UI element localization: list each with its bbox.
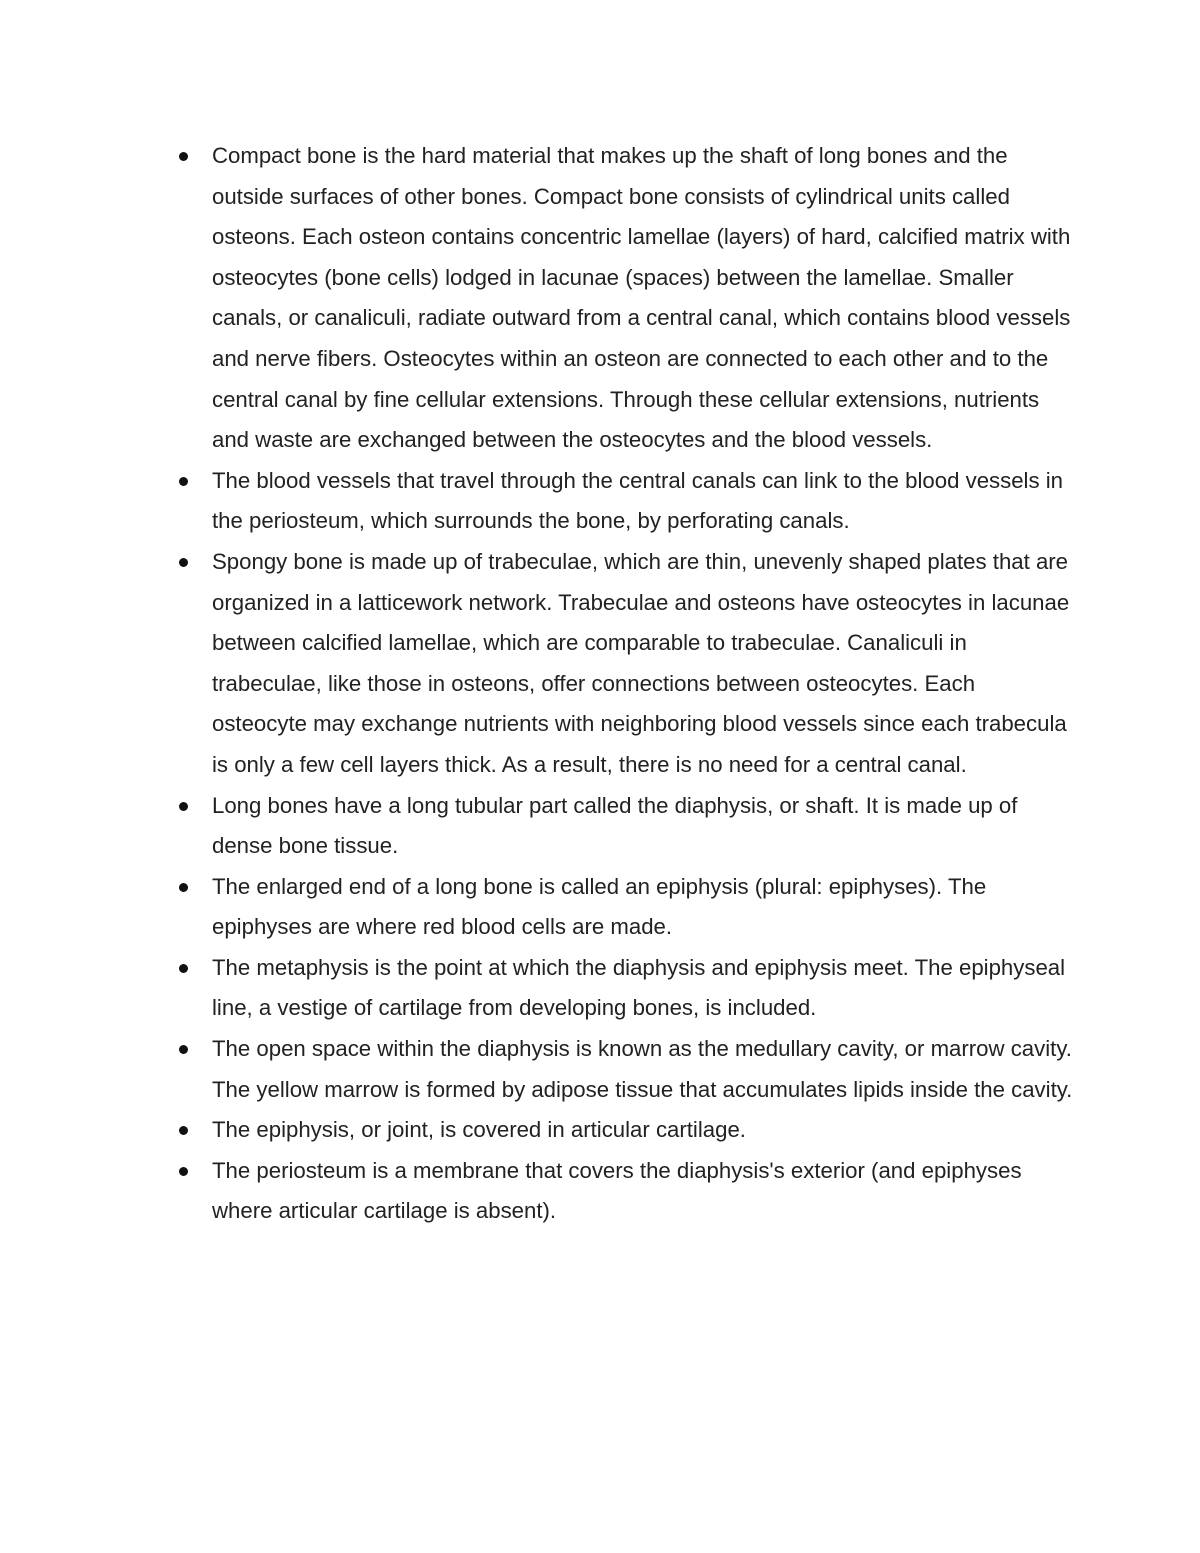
list-item-text: The periosteum is a membrane that covers the diaphysis's exterior (and epiphyses where articular cartilage is absent). — [212, 1157, 1022, 1224]
bullet-icon — [179, 964, 188, 973]
bullet-icon — [179, 558, 188, 567]
list-item-text: The metaphysis is the point at which the diaphysis and epiphysis meet. The epiphyseal line, a vestige of cartilage from developing bones, is included. — [212, 954, 1066, 1021]
bullet-icon — [179, 802, 188, 811]
list-item-text: Compact bone is the hard material that makes up the shaft of long bones and the outside surfaces of other bones. Compact bone consists of cylindrical units called osteons. Each osteon contains concentric lamellae (layers) of hard, calcified matrix with osteocytes (bone cells) lodged in lacunae (spaces) between the lamellae. Smaller canals, or canaliculi, radiate outward from a central canal, which contains blood vessels and nerve fibers. Osteocytes within an osteon are connected to each other and to the central canal by fine cellular extensions. Through these cellular extensions, nutrients and waste are exchanged between the osteocytes and the blood vessels. — [212, 143, 1071, 453]
list-item — [174, 1110, 1074, 1151]
list-item — [174, 867, 1074, 948]
list-item-text: The open space within the diaphysis is known as the medullary cavity, or marrow cavity. The yellow marrow is formed by adipose tissue that accumulates lipids inside the cavity. — [212, 1036, 1073, 1102]
list-item — [174, 542, 1074, 786]
list-item — [174, 461, 1074, 542]
bullet-icon — [179, 883, 188, 892]
list-item-text: The enlarged end of a long bone is called an epiphysis (plural: epiphyses). The epiphyses are where red blood cells are made. — [212, 873, 987, 940]
list-item — [174, 1151, 1074, 1232]
list-item-text: The blood vessels that travel through the central canals can link to the blood vessels in the periosteum, which surrounds the bone, by perforating canals. — [212, 467, 1064, 534]
list-item — [174, 948, 1074, 1029]
list-item — [174, 1029, 1074, 1110]
bullet-icon — [179, 477, 188, 486]
bullet-icon — [179, 1167, 188, 1176]
bullet-list — [174, 136, 1074, 1232]
list-item — [174, 136, 1074, 461]
bullet-icon — [179, 1126, 188, 1135]
list-item-text: Spongy bone is made up of trabeculae, which are thin, unevenly shaped plates that are organized in a latticework network. Trabeculae and osteons have osteocytes in lacunae between calcified lamellae, which are comparable to trabeculae. Canaliculi in trabeculae, like those in osteons, offer connections between osteocytes. Each osteocyte may exchange nutrients with neighboring blood vessels since each trabecula is only a few cell layers thick. As a result, there is no need for a central canal. — [212, 548, 1070, 777]
bullet-icon — [179, 152, 188, 161]
list-item-text: The epiphysis, or joint, is covered in articular cartilage. — [212, 1117, 746, 1143]
list-item-text: Long bones have a long tubular part called the diaphysis, or shaft. It is made up of dense bone tissue. — [212, 792, 1018, 859]
list-item — [174, 786, 1074, 867]
bullet-icon — [179, 1045, 188, 1054]
